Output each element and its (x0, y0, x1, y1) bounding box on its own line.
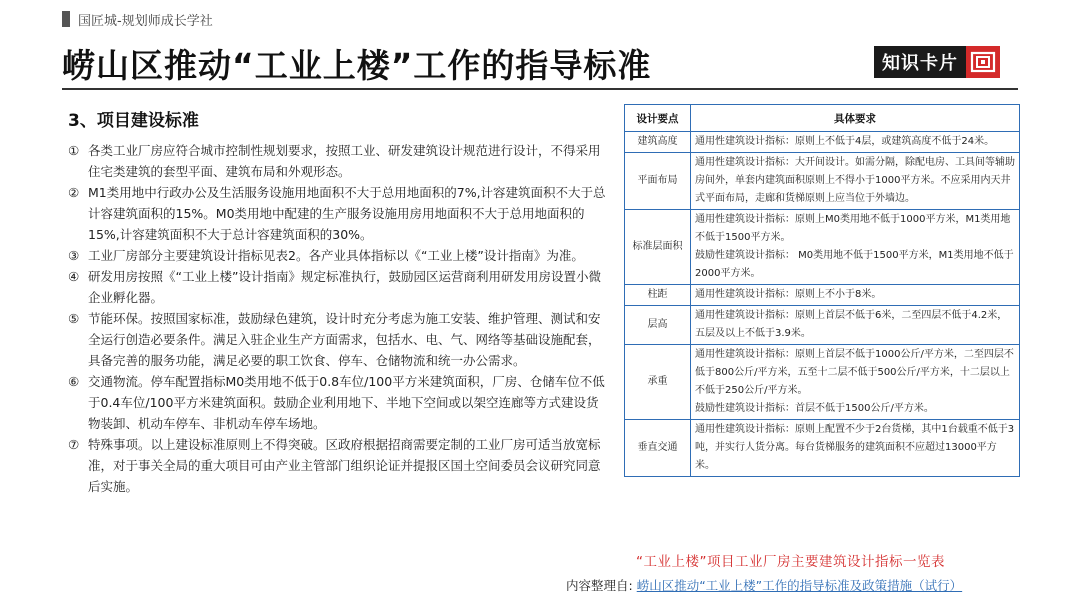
row-text: 通用性建筑设计指标：大开间设计。如需分隔，除配电房、工具间等辅助房间外，单套内建筑面积原则上不得小于1000平方米。不应采用内天井式平面布局，走廊和货梯原则上应当位于外墙边。 (691, 153, 1020, 210)
source-note (566, 576, 962, 594)
table-header-key: 设计要点 (625, 105, 691, 132)
list-item (68, 308, 608, 371)
row-text: 通用性建筑设计指标：原则上配置不少于2台货梯，其中1台载重不低于3吨，并实行人货分离。每台货梯服务的建筑面积不应超过13000平方米。 (691, 420, 1020, 477)
row-key: 标准层面积 (625, 210, 691, 285)
table-row (625, 420, 1020, 477)
source-link[interactable]: 崂山区推动“工业上楼”工作的指导标准及政策措施（试行） (636, 578, 963, 593)
list-item (68, 182, 608, 245)
row-cell (691, 345, 1020, 420)
item-number: ② (68, 185, 80, 200)
row-text-secondary: 鼓励性建筑设计指标： M0类用地不低于1500平方米，M1类用地不低于2000平方米。 (695, 250, 1014, 279)
item-number: ① (68, 143, 80, 158)
item-text: 交通物流。停车配置指标M0类用地不低于0.8车位/100平方米建筑面积，厂房、仓储车位不低于0.4车位/100平方米建筑面积。鼓励企业利用地下、半地下空间或以架空连廊等方式建设货物装卸、机动车停车、非机动车停车场地。 (88, 374, 605, 431)
item-number: ⑤ (68, 311, 80, 326)
breadcrumb-mark (62, 11, 70, 27)
table-header-row (625, 105, 1020, 132)
section-heading: 3、项目建设标准 (68, 111, 199, 131)
row-text: 通用性建筑设计指标：原则上首层不低于1000公斤/平方米，二至四层不低于800公斤/平方米，五至十二层不低于500公斤/平方米，十二层以上不低于250公斤/平方米。 (695, 349, 1014, 396)
table-row (625, 285, 1020, 306)
row-key: 承重 (625, 345, 691, 420)
item-number: ⑥ (68, 374, 80, 389)
table-row (625, 210, 1020, 285)
table-caption: “工业上楼”项目工业厂房主要建筑设计指标一览表 (636, 554, 945, 570)
source-label: 内容整理自: (566, 578, 633, 593)
standards-list (68, 140, 608, 497)
badge-label: 知识卡片 (874, 46, 966, 78)
list-item (68, 140, 608, 182)
title-divider (62, 88, 1018, 90)
table-row (625, 132, 1020, 153)
item-text: 特殊事项。以上建设标准原则上不得突破。区政府根据招商需要定制的工业厂房可适当放宽标准，对于事关全局的重大项目可由产业主管部门组织论证并提报区国土空间委员会议研究同意后实施。 (88, 437, 601, 494)
list-item (68, 434, 608, 497)
row-key: 层高 (625, 306, 691, 345)
row-text: 通用性建筑设计指标：原则上不低于4层，或建筑高度不低于24米。 (691, 132, 1020, 153)
list-item (68, 245, 608, 266)
item-text: 各类工业厂房应符合城市控制性规划要求，按照工业、研发建筑设计规范进行设计，不得采用住宅类建筑的套型平面、建筑布局和外观形态。 (88, 143, 601, 179)
row-key: 建筑高度 (625, 132, 691, 153)
row-text: 通用性建筑设计指标：原则上M0类用地不低于1000平方米，M1类用地不低于1500平方米。 (695, 214, 1011, 243)
row-text: 通用性建筑设计指标：原则上首层不低于6米，二至四层不低于4.2米，五层及以上不低于3.9米。 (691, 306, 1020, 345)
item-number: ④ (68, 269, 80, 284)
design-indicator-table (624, 104, 1020, 477)
table-row (625, 306, 1020, 345)
row-key: 平面布局 (625, 153, 691, 210)
row-text-secondary: 鼓励性建筑设计指标：首层不低于1500公斤/平方米。 (695, 403, 934, 414)
breadcrumb-text: 国匠城-规划师成长学社 (78, 13, 213, 29)
item-text: 工业厂房部分主要建筑设计指标见表2。各产业具体指标以《“工业上楼”设计指南》为准。 (88, 248, 584, 263)
logo-icon (966, 46, 1000, 78)
table-row (625, 345, 1020, 420)
breadcrumb (62, 10, 213, 28)
table-header-detail: 具体要求 (691, 105, 1020, 132)
table-row (625, 153, 1020, 210)
knowledge-card-badge (874, 46, 1000, 78)
item-text: 节能环保。按照国家标准，鼓励绿色建筑，设计时充分考虑为施工安装、维护管理、测试和安全运行创造必要条件。满足入驻企业生产方面需求，包括水、电、气、网络等基础设施配套，具备完善的服务功能，满足必要的职工饮食、停车、仓储物流和统一办公需求。 (88, 311, 601, 368)
page-title: 崂山区推动“工业上楼”工作的指导标准 (62, 46, 652, 85)
row-key: 垂直交通 (625, 420, 691, 477)
row-cell (691, 210, 1020, 285)
item-text: 研发用房按照《“工业上楼”设计指南》规定标准执行，鼓励园区运营商利用研发用房设置小微企业孵化器。 (88, 269, 601, 305)
list-item (68, 371, 608, 434)
row-text: 通用性建筑设计指标：原则上不小于8米。 (691, 285, 1020, 306)
row-key: 柱距 (625, 285, 691, 306)
item-text: M1类用地中行政办公及生活服务设施用地面积不大于总用地面积的7%,计容建筑面积不大于总计容建筑面积的15%。M0类用地中配建的生产服务设施用房用地面积不大于总用地面积的15%,计容建筑面积不大于总计容建筑面积的30%。 (88, 185, 606, 242)
item-number: ⑦ (68, 437, 80, 452)
list-item (68, 266, 608, 308)
item-number: ③ (68, 248, 80, 263)
